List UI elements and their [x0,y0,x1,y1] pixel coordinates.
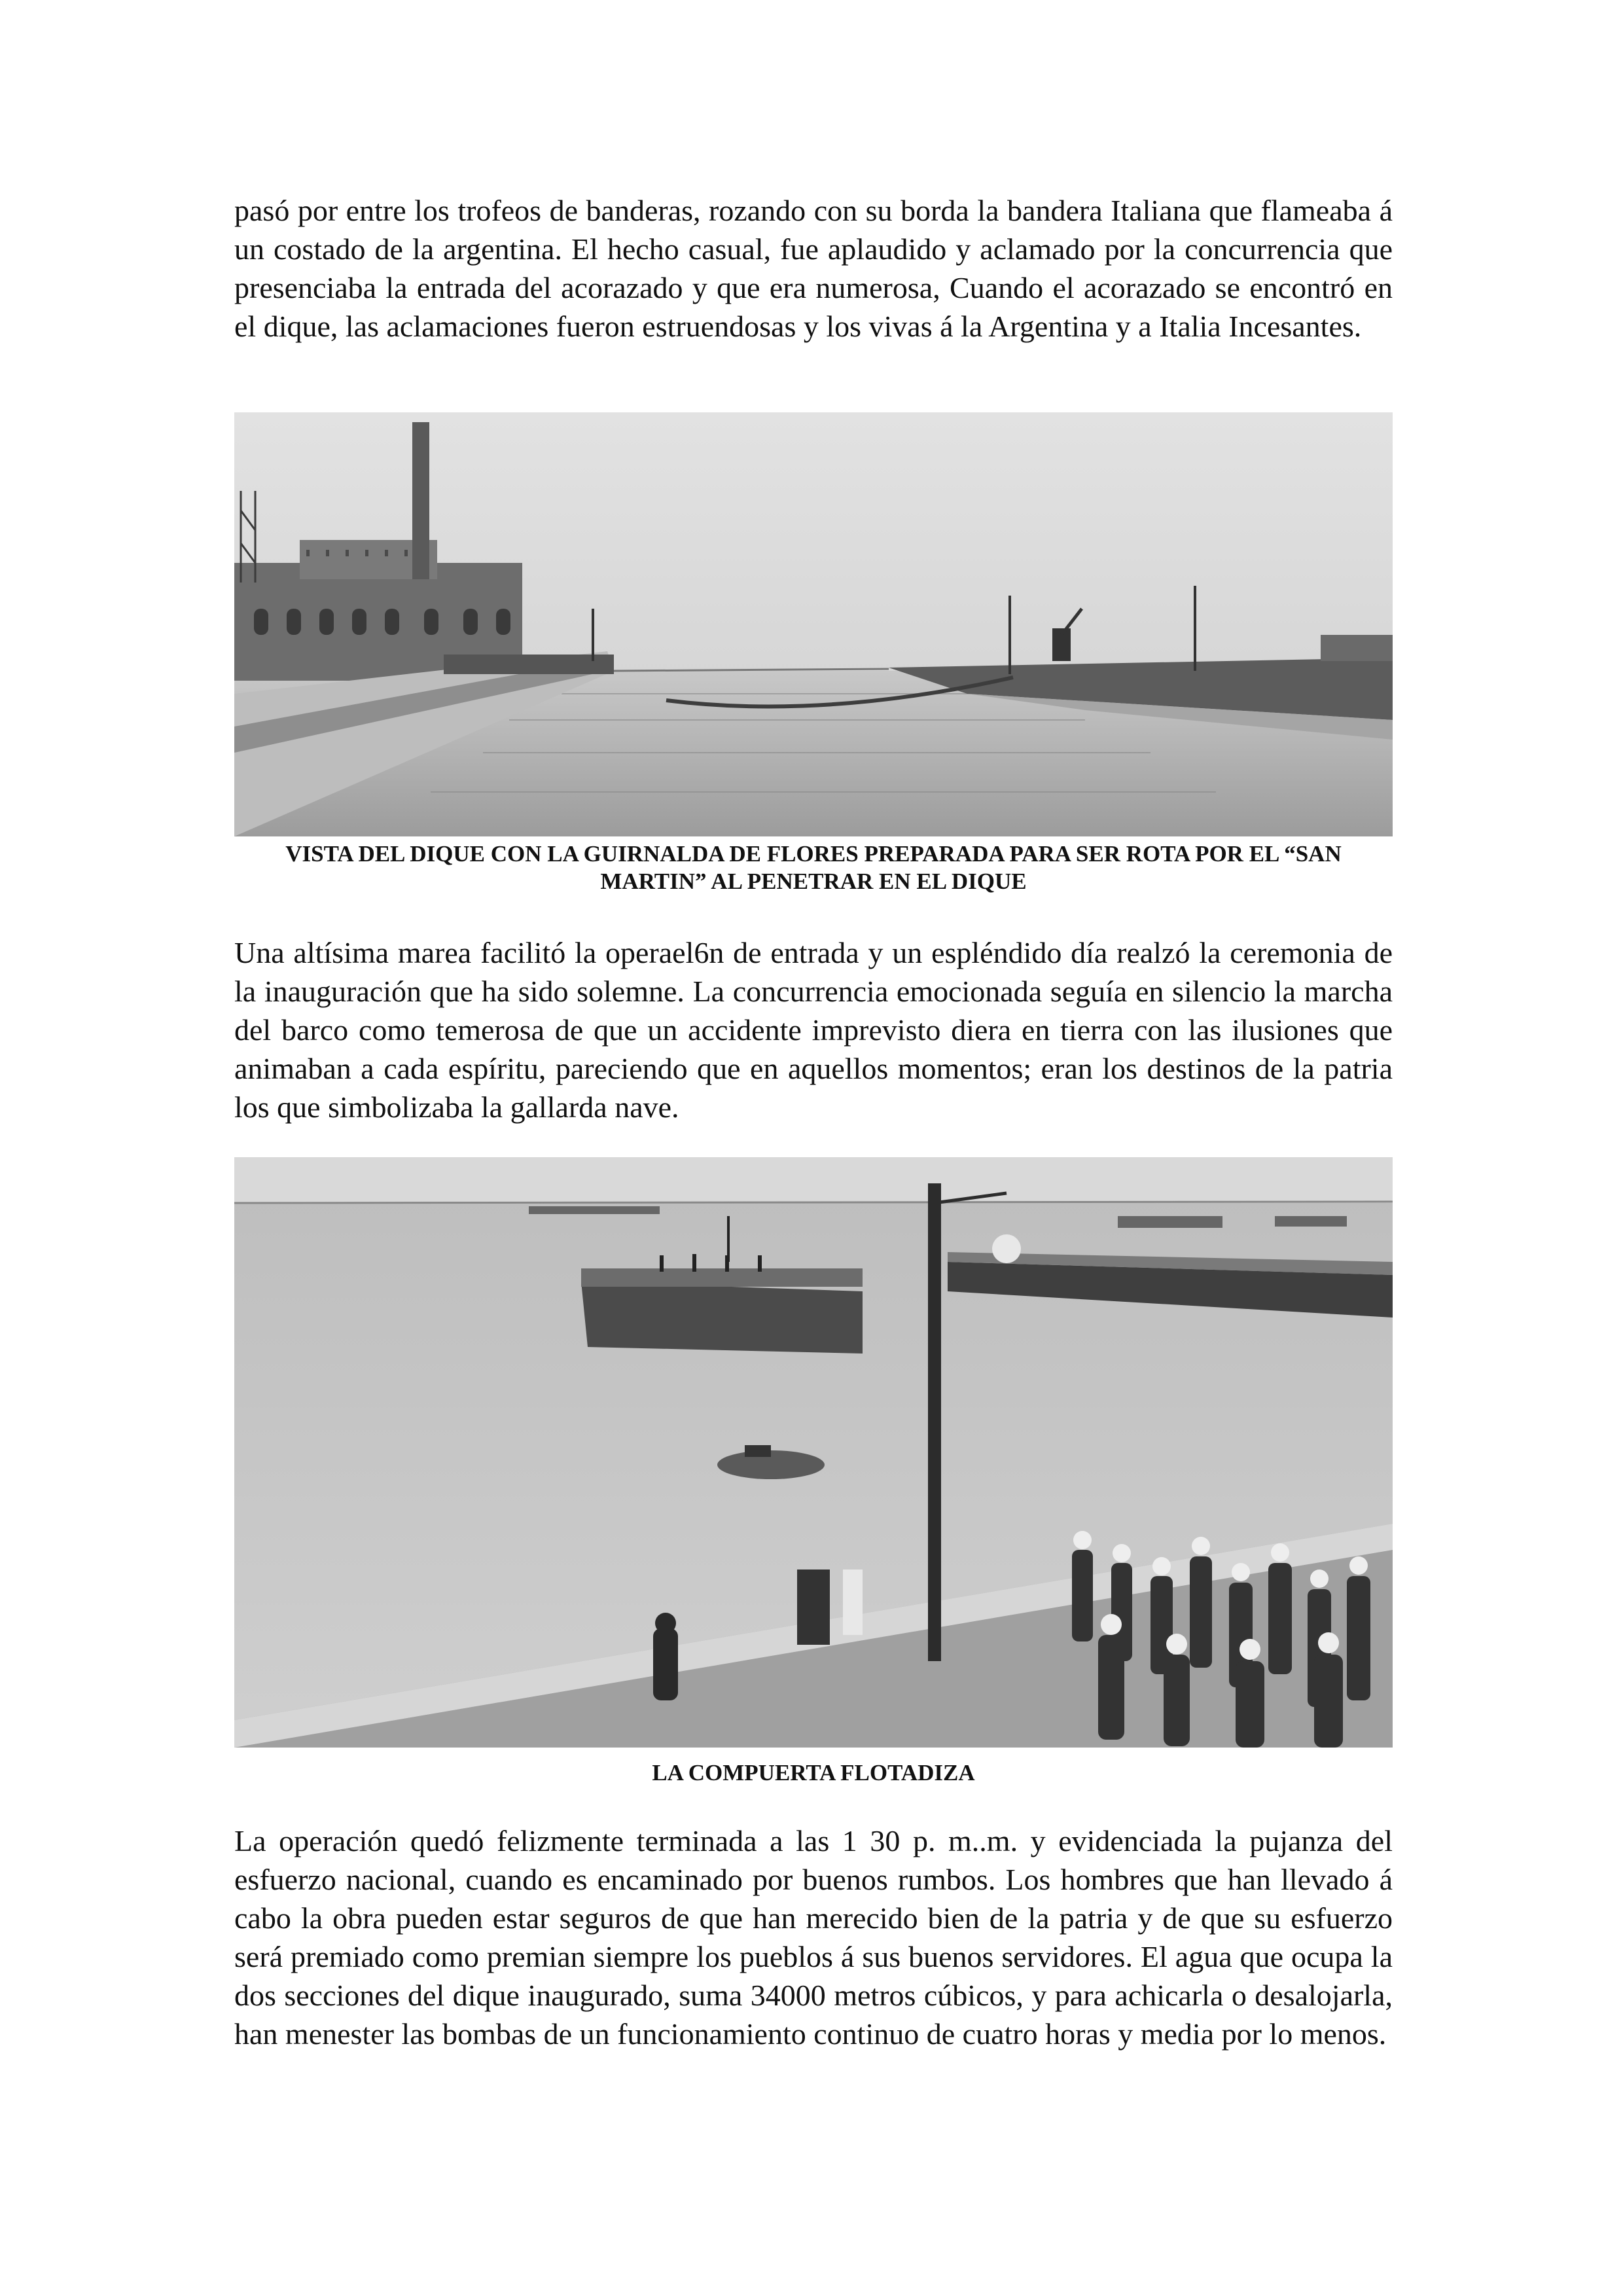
paragraph-2: Una altísima marea facilitó la operael6n de entrada y un espléndido día realzó la ceremonia de la inauguración que ha sido solemne. La concurrencia emocionada seguía en silencio la marcha del barco como temerosa de que un accidente imprevisto diera en tierra con las ilusiones que animaban a cada espíritu, pareciendo que en aquellos momentos; eran los destinos de la patria los que simbolizaba la gallarda nave. [234,936,1393,1124]
photo-caption-1: VISTA DEL DIQUE CON LA GUIRNALDA DE FLORES PREPARADA PARA SER ROTA POR EL “SAN MARTIN” AL PENETRAR EN EL DIQUE [285,841,1342,894]
photo-caption-2: LA COMPUERTA FLOTADIZA [652,1760,975,1785]
dock-entrance-photo [234,412,1393,836]
floating-gate-photo [234,1157,1393,1748]
paragraph-1: pasó por entre los trofeos de banderas, rozando con su borda la bandera Italiana que flameaba á un costado de la argentina. El hecho casual, fue aplaudido y aclamado por la concurrencia que presenciaba la entrada del acorazado y que era numerosa, Cuando el acorazado se encontró en el dique, las aclamaciones fueron estruendosas y los vivas á la Argentina y a Italia Incesantes. [234,194,1393,343]
paragraph-3: La operación quedó felizmente terminada a las 1 30 p. m..m. y evidenciada la pujanza del esfuerzo nacional, cuando es encaminado por buenos rumbos. Los hombres que han llevado á cabo la obra pueden estar seguros de que han merecido bien de la patria y de que su esfuerzo será premiado como premian siempre los pueblos á sus buenos servidores. El agua que ocupa la dos secciones del dique inaugurado, suma 34000 metros cúbicos, y para achicarla o desalojarla, han menester las bombas de un funcionamiento continuo de cuatro horas y media por lo menos. [234,1824,1393,2051]
